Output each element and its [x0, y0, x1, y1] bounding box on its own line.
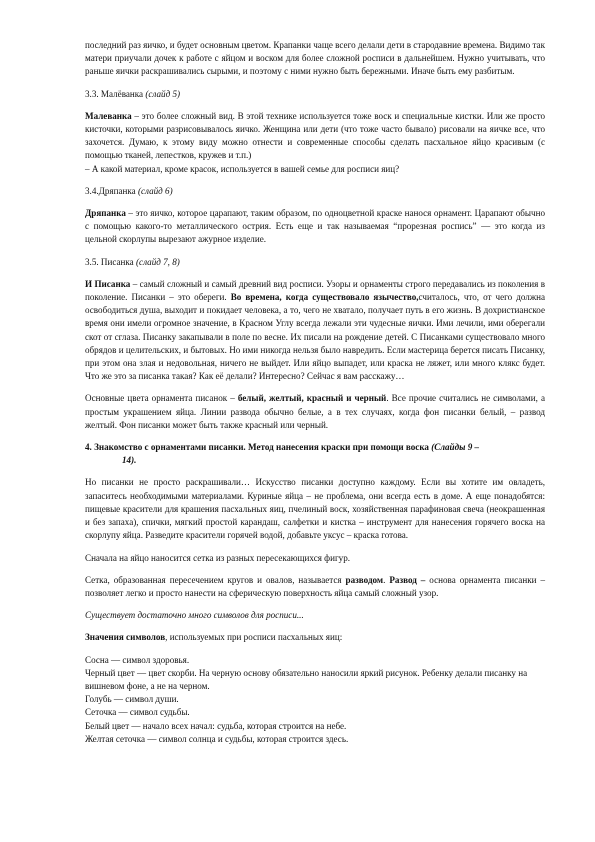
colors-text-2: . Все прочие считались не символами, а простым украшением яйца. Линии развода обычно белые, а в тех случаях, когда фон писанки белый, – развод желтый. Фон писанки может быть также красный или черный.	[85, 393, 546, 430]
pisanka-bold: Во времена, когда существовало язычество,	[230, 292, 419, 303]
malevanka-question: – А какой материал, кроме красок, используется в вашей семье для росписи яиц?	[85, 163, 400, 174]
symbols-intro-text: Существует достаточно много символов для росписи...	[85, 610, 304, 621]
paragraph-malevanka	[85, 110, 545, 176]
symbols-list	[85, 654, 545, 746]
list-item: Сосна — символ здоровья.	[85, 654, 190, 665]
section-number: 4.	[85, 442, 95, 453]
symbols-heading-text: , используемых при росписи пасхальных яиц:	[165, 632, 343, 643]
document-page	[85, 39, 545, 746]
section-heading-ornaments	[85, 441, 545, 467]
section-title: Знакомство с орнаментами писанки. Метод нанесения краски при помощи воска	[94, 442, 432, 453]
paragraph-pisanka	[85, 278, 545, 384]
razvod-text-1: Сетка, образованная пересечением кругов и овалов, называется	[85, 574, 346, 585]
slide-reference-end	[85, 454, 545, 467]
dryapanka-text: – это яичко, которое царапают, таким образом, по одноцветной краске нанося орнамент. Царапают обычно с помощью какого-то металлического острия. Есть еще и так называемая “прорезная роспись” — это когда из цельной скорлупы вырезают ажурное изделие.	[85, 208, 545, 245]
term-malevanka: Малеванка	[85, 110, 132, 121]
list-item: Желтая сеточка — символ солнца и судьбы, которая строится здесь.	[85, 733, 349, 744]
section-heading-pisanka	[85, 256, 545, 269]
section-title: 3.3. Малёванка	[85, 88, 146, 99]
paragraph-krapanki: последний раз яичко, и будет основным цветом. Крапанки чаще всего делали дети в стародавние времена. Видимо так матери приучали дочек к работе с яйцом и воском для более сложной росписи в дальнейшем. Нужно учитывать, что раньше яички раскрашивались сырыми, и поэтому с ними нужно быть бережными. Иначе быть ему разбитым.	[85, 40, 545, 77]
list-item: Черный цвет — цвет скорби. На черную основу обязательно наносили яркий рисунок. Ребенку делали писанку на вишневом фоне, а не на черном.	[85, 667, 528, 691]
slide-reference: (Слайды 9 –	[431, 442, 480, 453]
term-pisanka: И Писанка	[85, 278, 131, 289]
razvod-bold-1: разводом	[345, 574, 384, 585]
paragraph-razvod	[85, 574, 545, 600]
colors-text-1: Основные цвета орнамента писанок –	[85, 393, 238, 404]
pisanka-text-2: считалось, что, от чего должна освободиться душа, выходит и покидает человека, а то, чего не хватало, получает путь в его жизнь. В дохристианское время они имели огромное значение, в Красном Углу всегда лежали эти чудесные яички. Ими лечили, ими оберегали скот от сглаза. Писанку закапывали в поле по весне. Их писали на рождение детей. С Писанками существовало много обрядов и целительских, и бытовых. Но ими никогда нельзя было навредить. Если мастерица берется писать Писанку, при этом она злая и недовольная, ничего не выйдет. Или яйцо выпадет, или краска не ляжет, или много клякс будет. Что же это за писанка такая? Как её делали? Интересно? Сейчас я вам расскажу…	[85, 292, 545, 382]
list-item: Сеточка — символ судьбы.	[85, 707, 190, 718]
symbols-heading	[85, 631, 545, 644]
slide-reference: (слайд 7, 8)	[136, 256, 180, 267]
razvod-text-2: .	[383, 574, 390, 585]
section-heading-malevanka	[85, 88, 545, 101]
symbols-heading-bold: Значения символов	[85, 632, 166, 643]
section-heading-dryapanka	[85, 185, 545, 198]
symbols-intro	[85, 609, 545, 622]
pisanka-text-1: – самый сложный и самый древний вид росписи. Узоры и орнаменты строго передавались из поколения в поколение. Писанки – это обереги.	[85, 278, 545, 303]
slide-reference-end-text: 14).	[122, 455, 137, 466]
paragraph-dryapanka	[85, 207, 545, 247]
malevanka-text: – это более сложный вид. В этой технике используется тоже воск и специальные кистки. Или же просто кисточки, которыми разрисовывалось яичко. Женщина или дети (что тоже часто бывало) рисовали на яичке все, что захочется. Думаю, к этому виду можно отнести и современные способы сделать пасхальное яйцо красивым (с помощью тканей, лепестков, кружев и т.п.)	[85, 110, 545, 161]
list-item: Белый цвет — начало всех начал: судьба, которая строится на небе.	[85, 720, 347, 731]
paragraph-colors	[85, 392, 545, 432]
section-title: 3.4.Дряпанка	[85, 185, 138, 196]
list-item: Голубь — символ души.	[85, 694, 179, 705]
slide-reference: (слайд 5)	[145, 88, 181, 99]
paragraph-grid: Сначала на яйцо наносится сетка из разных пересекающихся фигур.	[85, 552, 351, 563]
term-dryapanka: Дряпанка	[85, 208, 126, 219]
paragraph-materials: Но писанки не просто раскрашивали… Искусство писанки доступно каждому. Если вы хотите им овладеть, запаситесь необходимыми материалами. Куриные яйца – не проблема, они всегда есть в доме. А еще понадобятся: пищевые красители для крашения пасхальных яиц, пчелиный воск, хозяйственная парафиновая свеча (неокрашенная и без запаха), спички, мягкий простой карандаш, салфетки и кистка – инструмент для нанесения горячего воска на скорлупу яйца. Разведите красители горячей водой, добавьте уксус – краска готова.	[85, 477, 545, 541]
razvod-bold-2: Развод –	[389, 574, 426, 585]
section-title: 3.5. Писанка	[85, 256, 136, 267]
colors-bold: белый, желтый, красный и черный	[237, 393, 387, 404]
slide-reference: (слайд 6)	[137, 185, 173, 196]
razvod-text-3: основа орнамента писанки – позволяет легко и просто нанести на сферическую поверхность яйца самый сложный узор.	[85, 574, 546, 598]
